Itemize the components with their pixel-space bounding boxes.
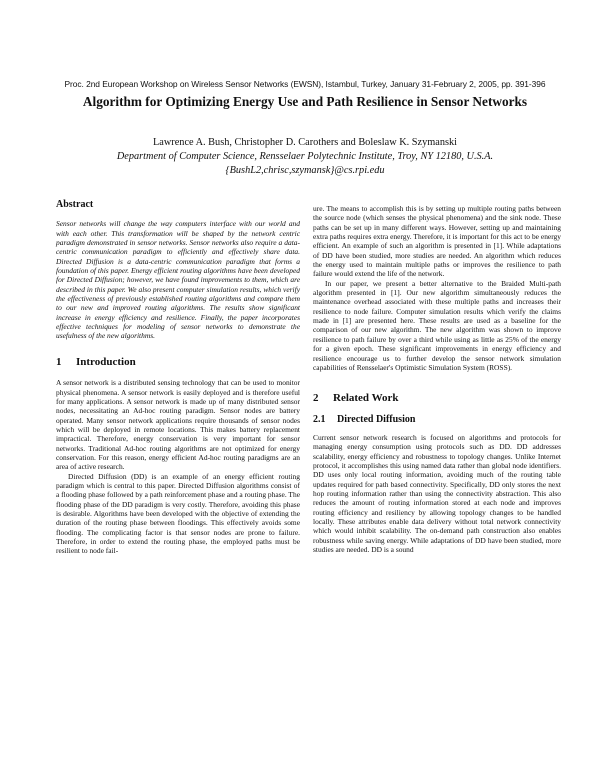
abstract-heading: Abstract [56,199,94,210]
section-heading-introduction [56,355,300,368]
spacer [313,372,561,394]
abstract-text: Sensor networks will change the way computers interface with our world and with each other. This transformation will be shaped by the network centric paradigm demonstrated in sensor networks. Sensor networks also require a data-centric communication paradigm to efficiently and effectively share data. Directed Diffusion is a data-centric communication paradigm that forms a foundation of this paper. Energy efficient routing algorithms have been developed for Directed Diffusion; however, we have found improvements to them, which are described in this paper. We also present computer simulation results, which verify the effectiveness of previously established routing algorithms and compare them to our new and improved routing algorithms. The results show significant increase in energy efficiency and resilience. Finally, the paper incorporates effective techniques for modeling of sensor networks to demonstrate the usefulness of the new algorithms. [56,219,300,341]
intro-paragraph-3: ure. The means to accomplish this is by setting up multiple routing paths between the source node (which senses the physical phenomena) and the sink node. These paths can be set up in many different ways. However, setting up and maintaining extra paths requires extra energy. Therefore, it is important for this act to be energy efficient. An example of such an algorithm is presented in [1]. While adaptations of DD have been studied, more studies are needed. An algorithm which reduces the energy used to maintain multiple paths or improves the resilience to path failure would extend the life of the network. [313,204,561,279]
intro-paragraph-4: In our paper, we present a better alternative to the Braided Multi-path algorithm presented in [1]. Our new algorithm simultaneously reduces the maintenance overhead associated with these multiple paths and increases their resilience to node failure. Computer simulation results which verify the claims made in [1] are presented here. These results are used as a baseline for the comparison of our new algorithm. The new algorithm was shown to improve resilience to path failure by over a third while using as little as 25% of the energy for a given epoch. These significant improvements in energy efficiency and resilience encourage us to further develop the sensor network simulation capabilities of Rensselaer's Optimistic Simulation System (ROSS). [313,278,561,372]
intro-paragraph-1: A sensor network is a distributed sensing technology that can be used to monitor physical phenomena. A sensor network is easily deployed and is therefore useful for many applications. A sensor network is made up of many distributed sensor nodes, necessitating an Ad-hoc routing paradigm. Sensor nodes are battery operated. Many sensor network applications require thousands of sensor nodes which will be deployed in remote locations. This makes battery replacement impractical. Therefore, energy conservation is very important for sensor networks. Traditional Ad-hoc routing algorithms are not optimized for energy conservation. For this reason, energy efficient Ad-hoc routing paradigms are an area of active research. [56,378,300,472]
section-number: 2 [313,392,319,405]
proceedings-line: Proc. 2nd European Workshop on Wireless Sensor Networks (EWSN), Istambul, Turkey, January 31-February 2, 2005, pp. 391-396 [64,79,546,89]
author-list: Lawrence A. Bush, Christopher D. Carothers and Boleslaw K. Szymanski [153,137,457,148]
subsection-title: Directed Diffusion [337,413,416,425]
author-email: {BushL2,chrisc,szymansk}@cs.rpi.edu [225,165,385,176]
section-title: Introduction [76,355,136,368]
intro-paragraph-2: Directed Diffusion (DD) is an example of an energy efficient routing paradigm which is central to this paper. Directed Diffusion algorithms consist of a flooding phase followed by a path reinforcement phase and a routing phase. The flooding phase of the DD paradigm is very costly. Therefore, avoiding this phase is desirable. Algorithms have been developed with the objective of extending the duration of the routing phase between floodings. This effectively avoids some flooding. The complicating factor is that sensor nodes are prone to failure. Therefore, in order to extend the routing phase, the employed paths must be resilient to node fail- [56,471,300,556]
related-paragraph-1: Current sensor network research is focused on algorithms and protocols for managing energy consumption using protocols such as DD. DD addresses scalability, energy efficiency and robustness to topology changes. Unlike Internet protocol, it accomplishes this using named data rather than global node identifiers. DD uses only local routing information, avoiding much of the routing table updates required for path based connectivity. Specifically, DD only stores the next hop routing information rather than using the connectivity abstraction. This also reduces the amount of routing information stored at each node and improves routing efficiency and resiliency by allowing topology changes to be handled locally. These attributes enable data delivery without total network connectivity which would inhibit scalability. The on-demand path construction also enables robustness while saving energy. While adaptations of DD have been studied, more studies are needed. DD is a sound [313,432,561,554]
section-title: Related Work [333,392,399,405]
left-column [56,200,300,556]
affiliation: Department of Computer Science, Rensselaer Polytechnic Institute, Troy, NY 12180, U.S.A. [116,151,494,162]
paper-title: Algorithm for Optimizing Energy Use and Path Resilience in Sensor Networks [82,94,528,109]
right-column [313,204,561,554]
section-number: 1 [56,355,62,368]
subsection-heading-directed-diffusion [313,415,561,424]
subsection-number: 2.1 [313,413,326,425]
section-heading-related-work [313,394,561,403]
